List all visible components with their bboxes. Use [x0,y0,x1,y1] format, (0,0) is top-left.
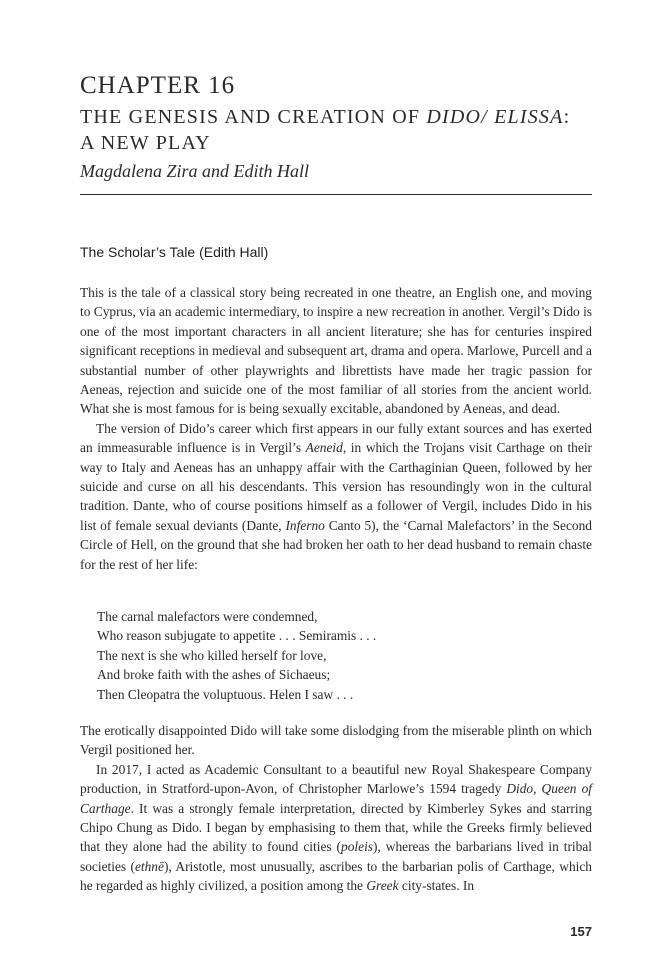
paragraph-4 [80,760,592,896]
body-text-block-1 [80,283,592,574]
body-text-block-2 [80,721,592,896]
block-quote [97,607,577,704]
paragraph-4-italic-play-title: Dido, Queen of Carthage [80,781,592,816]
paragraph-4-text-e: ), whereas the barbarians lived in tribal societies ( [80,839,592,874]
paragraph-2-italic-inferno: Inferno [285,517,325,533]
paragraph-3: The erotically disappointed Dido will take some dislodging from the miserable plinth on which Vergil positioned her. [80,723,592,758]
quote-line: Who reason subjugate to appetite . . . Semiramis . . . [97,628,377,644]
chapter-title [80,104,580,156]
quote-line: The next is she who killed herself for love, [97,647,327,663]
paragraph-4-italic-ethne: ethnē [134,858,164,874]
paragraph-2-text-c: , in which the Trojans visit Carthage on their way to Italy and Aeneas has an unhappy affair with the Carthaginian Queen, followed by her suicide and curse on all his descendants. This version has resoundingly won in the cultural tradition. Dante, who of course positions himself as a follower of Vergil, includes Dido in his list of female sexual deviants (Dante, [80,440,592,533]
quote-line: The carnal malefactors were condemned, [97,609,318,624]
chapter-title-italic: DIDO/ ELISSA [426,106,564,128]
paragraph-4-italic-poleis: poleis [341,839,374,855]
chapter-title-part1: THE GENESIS AND CREATION OF [80,106,427,128]
book-page [80,0,592,975]
chapter-number: CHAPTER 16 [80,72,236,99]
quote-line: And broke faith with the ashes of Sichaeus; [97,667,331,683]
paragraph-4-text-i: city-states. In [398,878,475,894]
chapter-title-part2: : A NEW PLAY [80,106,571,154]
section-heading: The Scholar’s Tale (Edith Hall) [80,244,269,260]
paragraph-4-text-g: ), Aristotle, most unusually, ascribes to the barbarian polis of Carthage, which he regarded as highly civilized, a position among the [80,858,593,894]
paragraph-4-text-a: In 2017, I acted as Academic Consultant to a beautiful new Royal Shakespeare Company production, in Stratford-upon-Avon, of Christopher Marlowe’s 1594 tragedy [80,761,592,797]
paragraph-1: This is the tale of a classical story being recreated in one theatre, an English one, and moving to Cyprus, via an academic intermediary, to inspire a new recreation in another. Vergil’s Dido is one of the most important characters in all ancient literature; she has for centuries inspired significant receptions in medieval and subsequent art, drama and opera. Marlowe, Purcell and a substantial number of other playwrights and librettists have made her tragic passion for Aeneas, rejection and suicide one of the most familiar of all stories from the ancient world. What she is most famous for is being sexually excitable, abandoned by Aeneas, and dead. [80,285,592,417]
paragraph-2-italic-aeneid: Aeneid [305,440,343,456]
quote-line: Then Cleopatra the voluptuous. Helen I saw . . . [97,686,354,702]
paragraph-4-italic-greek: Greek [366,878,399,894]
chapter-authors: Magdalena Zira and Edith Hall [80,161,309,181]
paragraph-4-text-c: . It was a strongly female interpretation, directed by Kimberley Sykes and starring Chipo Chung as Dido. I began by emphasising to them that, while the Greeks firmly believed that they alone had the ability to found cities ( [80,800,592,855]
title-divider [80,194,592,195]
page-number: 157 [570,924,592,939]
paragraph-2-text-a: The version of Dido’s career which first appears in our fully extant sources and has exerted an immeasurable influence is in Vergil’s [80,420,592,456]
paragraph-2 [80,419,592,574]
paragraph-2-text-e: Canto 5), the ‘Carnal Malefactors’ in the Second Circle of Hell, on the ground that she had broken her oath to her dead husband to remain chaste for the rest of her life: [80,517,592,572]
